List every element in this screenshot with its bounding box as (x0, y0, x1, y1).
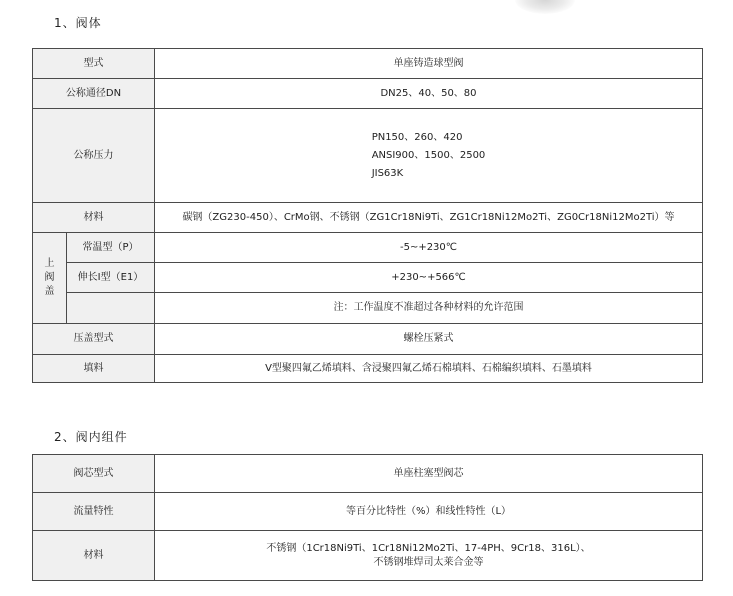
normal-temp-value: -5~+230℃ (155, 233, 703, 263)
trim-material-label: 材料 (33, 531, 155, 581)
table-row (33, 233, 703, 263)
type-label: 型式 (33, 49, 155, 79)
material-label: 材料 (33, 203, 155, 233)
pressure-value-ansi: ANSI900、1500、2500 (371, 149, 486, 161)
packing-label: 填料 (33, 355, 155, 383)
trim-material-values (155, 531, 703, 581)
pressure-value-pn: PN150、260、420 (371, 131, 463, 143)
gland-label: 压盖型式 (33, 324, 155, 355)
bonnet-label-char: 盖 (44, 286, 55, 297)
valve-trim-table (32, 454, 703, 581)
flow-char-label: 流量特性 (33, 493, 155, 531)
extended-value: +230~+566℃ (155, 263, 703, 293)
pressure-value-jis: JIS63K (371, 167, 404, 179)
temperature-note: 注：工作温度不准超过各种材料的允许范围 (155, 293, 703, 324)
dn-label: 公称通径DN (33, 79, 155, 109)
table-row (33, 531, 703, 581)
trim-material-line-1: 不锈钢（1Cr18Ni9Ti、1Cr18Ni12Mo2Ti、17-4PH、9Cr18、316L）、 (266, 542, 591, 554)
normal-temp-label: 常温型（P） (67, 233, 155, 263)
pressure-label: 公称压力 (33, 109, 155, 203)
table-row (33, 455, 703, 493)
decorative-shape (515, 0, 575, 14)
plug-type-value: 单座柱塞型阀芯 (155, 455, 703, 493)
valve-body-table (32, 48, 703, 383)
table-row (33, 203, 703, 233)
table-row (33, 355, 703, 383)
pressure-values (155, 109, 703, 203)
empty-label-cell (67, 293, 155, 324)
dn-value: DN25、40、50、80 (155, 79, 703, 109)
bonnet-label-char: 上 (44, 258, 55, 269)
flow-char-value: 等百分比特性（%）和线性特性（L） (155, 493, 703, 531)
extended-label: 伸长Ⅰ型（E1） (67, 263, 155, 293)
packing-value: V型聚四氟乙烯填料、含浸聚四氟乙烯石棉填料、石棉编织填料、石墨填料 (155, 355, 703, 383)
table-row (33, 49, 703, 79)
material-value: 碳钢（ZG230-450）、CrMo钢、不锈钢（ZG1Cr18Ni9Ti、ZG1Cr18Ni12Mo2Ti、ZG0Cr18Ni12Mo2Ti）等 (155, 203, 703, 233)
plug-type-label: 阀芯型式 (33, 455, 155, 493)
bonnet-label-char: 阀 (44, 272, 55, 283)
trim-material-line-2: 不锈钢堆焊司太莱合金等 (373, 556, 484, 568)
gland-value: 螺栓压紧式 (155, 324, 703, 355)
section-2-title: 2、阀内组件 (54, 430, 128, 444)
type-value: 单座铸造球型阀 (155, 49, 703, 79)
bonnet-label (33, 233, 67, 324)
table-row (33, 263, 703, 293)
section-1-title: 1、阀体 (54, 16, 102, 30)
table-row (33, 293, 703, 324)
table-row (33, 493, 703, 531)
table-row (33, 324, 703, 355)
table-row (33, 79, 703, 109)
table-row (33, 109, 703, 203)
